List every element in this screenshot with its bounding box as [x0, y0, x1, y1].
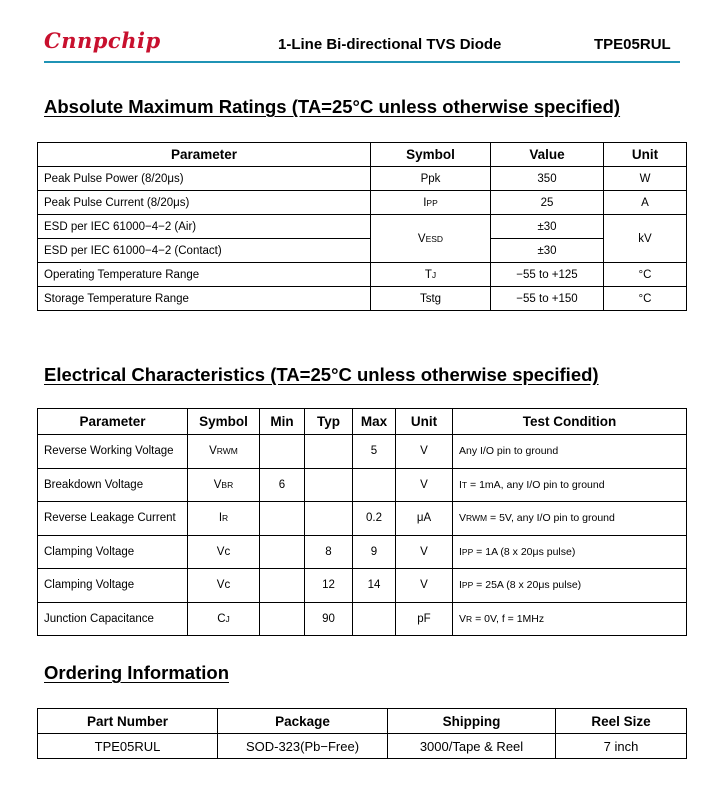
param-cell: [38, 535, 188, 569]
param-cell: Storage Temperature Range: [38, 287, 371, 311]
shipping-cell: 3000/Tape & Reel: [388, 734, 556, 759]
symbol-subscript: R: [222, 513, 229, 524]
param-cell: ESD per IEC 61000−4−2 (Air): [38, 215, 371, 239]
max-cell: [353, 602, 396, 636]
unit-value: V: [420, 445, 428, 458]
min-cell: [260, 502, 305, 536]
condition-main: Any I/O pin to ground: [459, 445, 559, 458]
value-cell: 25: [491, 191, 604, 215]
symbol-cell: [188, 468, 260, 502]
param-cell: Peak Pulse Current (8/20μs): [38, 191, 371, 215]
param-cell: [38, 502, 188, 536]
symbol-main: Vc: [216, 579, 231, 592]
col-header: Symbol: [188, 409, 260, 435]
condition-rest: = 5V, any I/O pin to ground: [487, 512, 615, 525]
col-header: Shipping: [388, 709, 556, 734]
col-header: Max: [353, 409, 396, 435]
condition-rest: = 1mA, any I/O pin to ground: [467, 478, 605, 491]
ordering-table: [37, 708, 687, 759]
test-condition-cell: [453, 602, 687, 636]
condition-rest: = 0V, f = 1MHz: [472, 612, 545, 625]
condition-rest: = 1A (8 x 20μs pulse): [473, 545, 576, 558]
param-text: Reverse Leakage Current: [44, 512, 176, 525]
header-part-number: TPE05RUL: [594, 36, 671, 53]
unit-cell: [396, 569, 453, 603]
header-rule: [44, 61, 680, 63]
condition-main: I: [459, 579, 462, 592]
symbol-cell: [371, 191, 491, 215]
col-header: Unit: [604, 143, 687, 167]
test-condition-cell: [453, 502, 687, 536]
table-header-row: [38, 409, 687, 435]
unit-value: V: [420, 478, 428, 491]
symbol-cell: [188, 569, 260, 603]
table-row: [38, 239, 687, 263]
unit-cell: [396, 502, 453, 536]
unit-cell: W: [604, 167, 687, 191]
max-value: 14: [367, 579, 381, 592]
value-cell: 350: [491, 167, 604, 191]
symbol-cell: [371, 215, 491, 263]
symbol-main: I: [423, 196, 427, 209]
col-header: Symbol: [371, 143, 491, 167]
param-text: Clamping Voltage: [44, 579, 135, 592]
min-cell: [260, 535, 305, 569]
table-row: [38, 468, 687, 502]
test-condition-cell: [453, 468, 687, 502]
symbol-main: T: [424, 268, 432, 281]
col-header: Unit: [396, 409, 453, 435]
max-value: 5: [370, 445, 378, 458]
min-value: 6: [278, 478, 286, 491]
unit-cell: °C: [604, 263, 687, 287]
condition-subscript: R: [466, 613, 473, 624]
symbol-subscript: PP: [426, 197, 438, 208]
table-row: [38, 263, 687, 287]
typ-cell: [305, 569, 353, 603]
unit-cell: °C: [604, 287, 687, 311]
param-cell: ESD per IEC 61000−4−2 (Contact): [38, 239, 371, 263]
symbol-main: V: [213, 478, 222, 491]
typ-cell: [305, 502, 353, 536]
unit-cell: [396, 435, 453, 469]
param-cell: Operating Temperature Range: [38, 263, 371, 287]
condition-subscript: T: [461, 479, 468, 490]
symbol-subscript: J: [225, 613, 230, 624]
table-row: [38, 215, 687, 239]
condition-main: V: [459, 612, 467, 625]
reel-size-cell: 7 inch: [556, 734, 687, 759]
param-cell: [38, 602, 188, 636]
table-row: [38, 167, 687, 191]
table-row: [38, 535, 687, 569]
test-condition-cell: [453, 569, 687, 603]
ordering-title: Ordering Information: [44, 662, 229, 683]
unit-cell: [396, 468, 453, 502]
package-cell: SOD-323(Pb−Free): [218, 734, 388, 759]
table-row: [38, 191, 687, 215]
unit-value: μA: [416, 512, 432, 525]
symbol-main: C: [217, 612, 226, 625]
condition-main: V: [459, 512, 467, 525]
min-cell: [260, 569, 305, 603]
elec-char-title: Electrical Characteristics (TA=25°C unless otherwise specified): [44, 364, 599, 385]
symbol-subscript: RWM: [216, 446, 238, 457]
symbol-main: V: [417, 232, 426, 245]
table-row: [38, 734, 687, 759]
col-header: Test Condition: [453, 409, 687, 435]
table-row: [38, 502, 687, 536]
typ-cell: [305, 435, 353, 469]
param-text: Junction Capacitance: [44, 612, 154, 625]
unit-value: pF: [417, 612, 431, 625]
condition-subscript: RWM: [466, 513, 488, 524]
value-cell: −55 to +125: [491, 263, 604, 287]
table-row: [38, 602, 687, 636]
max-cell: [353, 502, 396, 536]
value-cell: ±30: [491, 215, 604, 239]
unit-value: V: [420, 545, 428, 558]
elec-char-table: [37, 408, 687, 636]
col-header: Part Number: [38, 709, 218, 734]
symbol-main: Vc: [216, 545, 231, 558]
symbol-subscript: J: [431, 269, 437, 280]
max-value: 0.2: [366, 512, 382, 525]
abs-max-title: Absolute Maximum Ratings (TA=25°C unless otherwise specified): [44, 96, 621, 117]
unit-cell: [396, 602, 453, 636]
symbol-subscript: ESD: [425, 233, 444, 244]
max-cell: [353, 535, 396, 569]
col-header: Value: [491, 143, 604, 167]
symbol-cell: Tstg: [371, 287, 491, 311]
symbol-main: V: [209, 445, 217, 458]
max-cell: [353, 569, 396, 603]
test-condition-cell: [453, 535, 687, 569]
symbol-cell: Ppk: [371, 167, 491, 191]
symbol-cell: [188, 435, 260, 469]
col-header: Parameter: [38, 409, 188, 435]
value-cell: ±30: [491, 239, 604, 263]
symbol-cell: [188, 502, 260, 536]
condition-rest: = 25A (8 x 20μs pulse): [473, 579, 582, 592]
symbol-subscript: BR: [221, 479, 234, 490]
condition-main: I: [459, 545, 462, 558]
max-cell: [353, 468, 396, 502]
table-header-row: [38, 143, 687, 167]
table-row: [38, 569, 687, 603]
max-cell: [353, 435, 396, 469]
part-number-cell: TPE05RUL: [38, 734, 218, 759]
symbol-cell: [188, 535, 260, 569]
symbol-cell: [188, 602, 260, 636]
condition-subscript: PP: [461, 546, 474, 557]
test-condition-cell: [453, 435, 687, 469]
param-cell: [38, 435, 188, 469]
typ-cell: [305, 468, 353, 502]
condition-subscript: PP: [461, 580, 474, 591]
symbol-main: I: [218, 512, 223, 525]
param-cell: Peak Pulse Power (8/20μs): [38, 167, 371, 191]
param-cell: [38, 468, 188, 502]
param-text: Reverse Working Voltage: [44, 445, 174, 458]
typ-cell: [305, 602, 353, 636]
col-header: Reel Size: [556, 709, 687, 734]
param-text: Breakdown Voltage: [44, 478, 144, 491]
company-logo: Cnnpchip: [44, 28, 161, 53]
min-cell: [260, 468, 305, 502]
typ-cell: [305, 535, 353, 569]
table-header-row: [38, 709, 687, 734]
typ-value: 8: [325, 545, 332, 558]
unit-cell: A: [604, 191, 687, 215]
typ-value: 12: [322, 579, 335, 592]
symbol-cell: [371, 263, 491, 287]
typ-value: 90: [322, 612, 335, 625]
page-header: [0, 0, 712, 62]
document-title: 1-Line Bi-directional TVS Diode: [278, 36, 502, 53]
table-row: [38, 435, 687, 469]
col-header: Parameter: [38, 143, 371, 167]
param-text: Clamping Voltage: [44, 545, 135, 558]
unit-value: V: [420, 579, 428, 592]
unit-cell: kV: [604, 215, 687, 263]
min-cell: [260, 435, 305, 469]
min-cell: [260, 602, 305, 636]
table-row: [38, 287, 687, 311]
col-header: Min: [260, 409, 305, 435]
condition-main: I: [459, 478, 462, 491]
unit-cell: [396, 535, 453, 569]
param-cell: [38, 569, 188, 603]
abs-max-table: [37, 142, 687, 311]
col-header: Typ: [305, 409, 353, 435]
col-header: Package: [218, 709, 388, 734]
max-value: 9: [370, 545, 378, 558]
value-cell: −55 to +150: [491, 287, 604, 311]
